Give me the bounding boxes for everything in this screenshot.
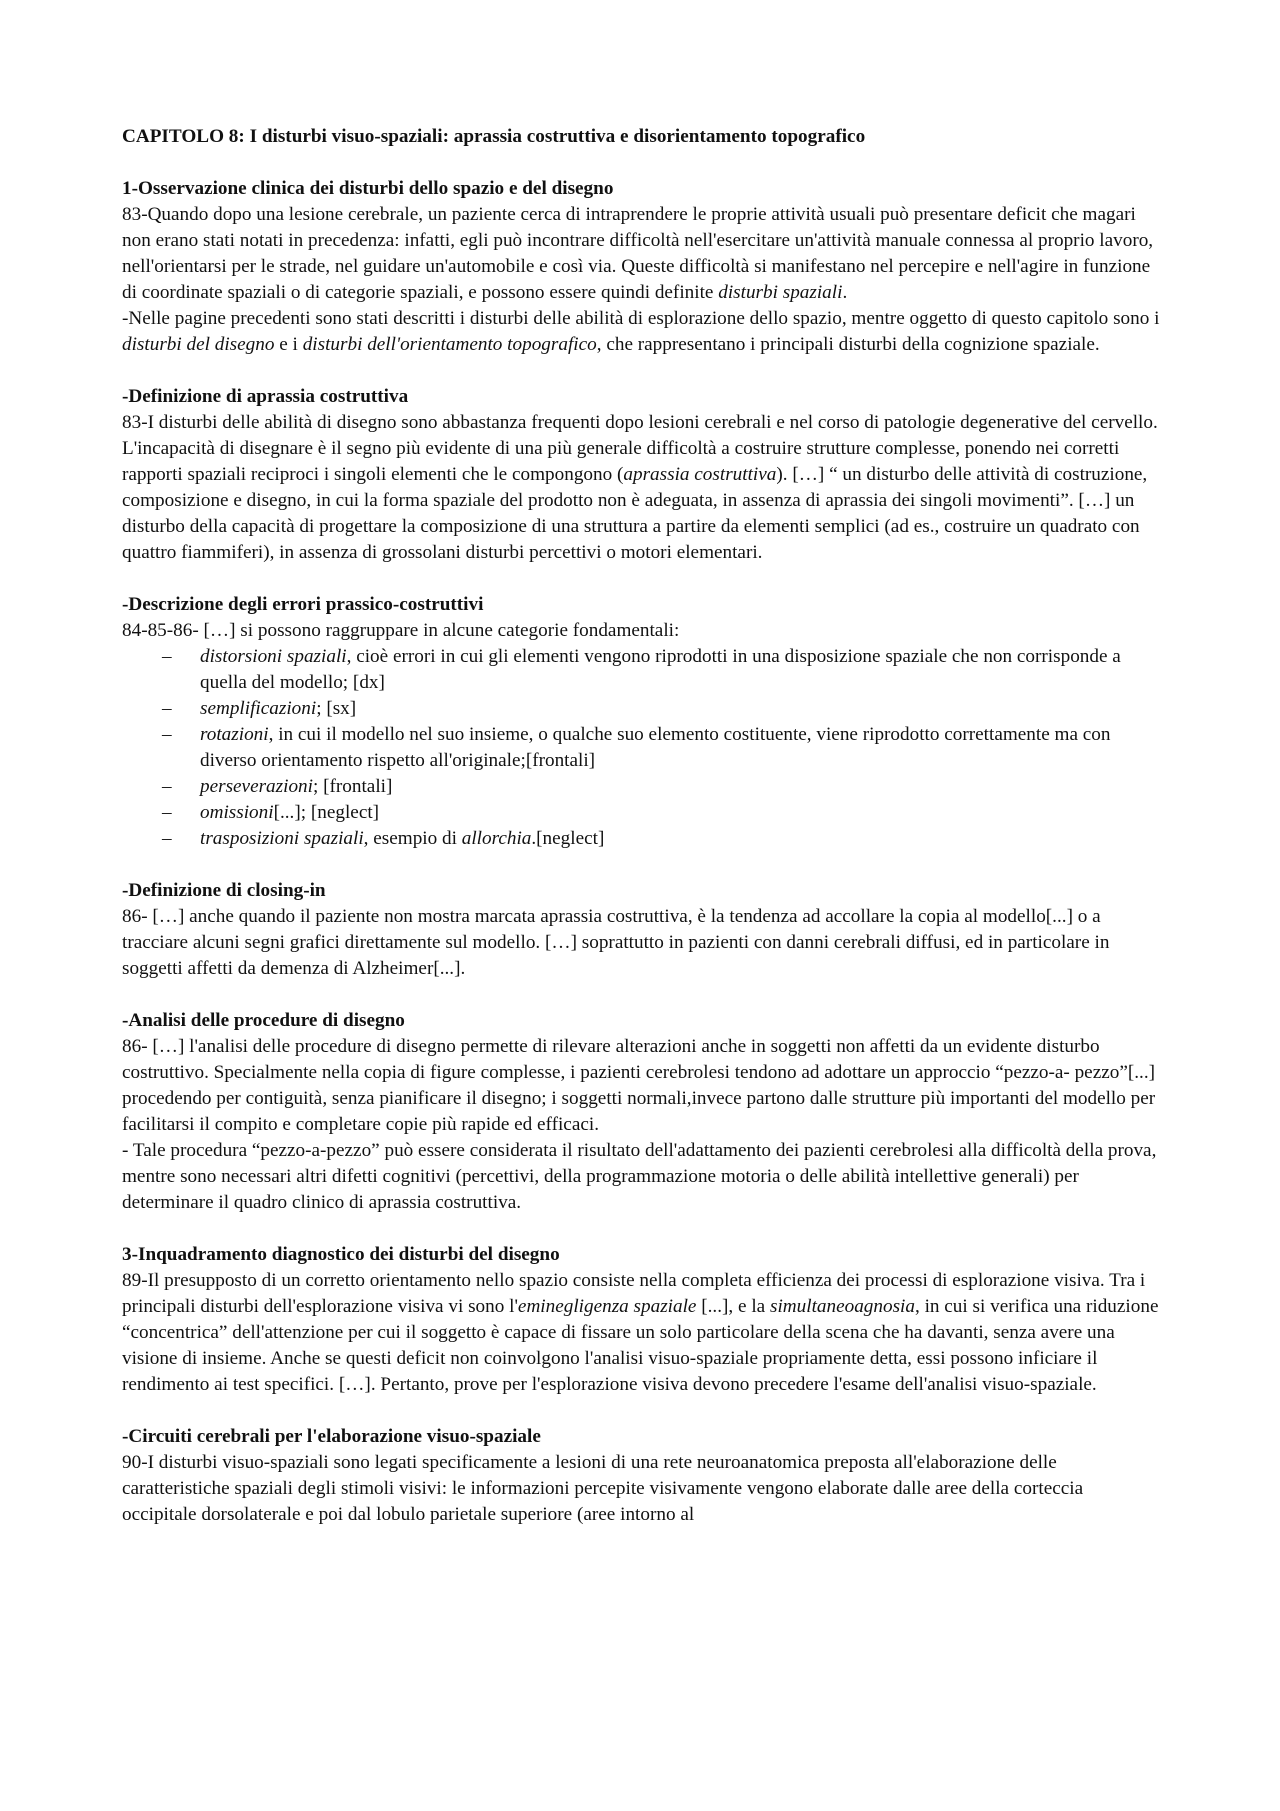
section-drawing-procedures (122, 1008, 1162, 1216)
section-constructional-apraxia (122, 384, 1162, 566)
list-item: – perseverazioni; [frontali] (200, 774, 1162, 800)
paragraph: 83-Quando dopo una lesione cerebrale, un paziente cerca di intraprendere le proprie attività usuali può presentare deficit che magari non erano stati notati in precedenza: infatti, egli può incontrare difficoltà nell'esercitare un'attività manuale connessa al proprio lavoro, nell'orientarsi per le strade, nel guidare un'automobile e così via. Queste difficoltà si manifestano nel percepire e nell'agire in funzione di coordinate spaziali o di categorie spaziali, e possono essere quindi definite disturbi spaziali. (122, 204, 1154, 303)
section-heading: -Analisi delle procedure di disegno (122, 1010, 405, 1031)
paragraph: L'incapacità di disegnare è il segno più evidente di una più generale difficoltà a costruire strutture complesse, ponendo nei corretti rapporti spaziali reciproci i singoli elementi che le compongono (aprassia costruttiva). […] “ un disturbo delle attività di costruzione, composizione e disegno, in cui la forma spaziale del prodotto non è adeguata, in assenza di aprassia dei singoli movimenti”. […] un disturbo della capacità di progettare la composizione di una struttura a partire da elementi semplici (ad es., costruire un quadrato con quattro fiammiferi), in assenza di grossolani disturbi percettivi o motori elementari. (122, 438, 1148, 563)
dash-bullet: – (162, 646, 172, 667)
dash-bullet: – (162, 698, 172, 719)
paragraph: 86- […] anche quando il paziente non mostra marcata aprassia costruttiva, è la tendenza ad accollare la copia al modello[...] o a tracciare alcuni segni grafici direttamente sul modello. […] soprattutto in pazienti con danni cerebrali diffusi, ed in particolare in soggetti affetti da demenza di Alzheimer[...]. (122, 906, 1110, 979)
section-closing-in (122, 878, 1162, 982)
section-diagnostic-framing (122, 1242, 1162, 1398)
paragraph: 89-Il presupposto di un corretto orientamento nello spazio consiste nella completa efficienza dei processi di esplorazione visiva. Tra i principali disturbi dell'esplorazione visiva vi sono l'eminegligenza spaziale [...], e la simultaneoagnosia, in cui si verifica una riduzione “concentrica” dell'attenzione per cui il soggetto è capace di fissare un solo particolare della scena che ha davanti, senza avere una visione di insieme. Anche se questi deficit non coinvolgono l'analisi visuo-spaziale propriamente detta, essi possono inficiare il rendimento ai test specifici. […]. Pertanto, prove per l'esplorazione visiva devono precedere l'esame dell'analisi visuo-spaziale. (122, 1270, 1159, 1395)
dash-bullet: – (162, 828, 172, 849)
list-item: – distorsioni spaziali, cioè errori in cui gli elementi vengono riprodotti in una disposizione spaziale che non corrisponde a quella del modello; [dx] (162, 646, 1121, 693)
section-heading: -Definizione di aprassia costruttiva (122, 386, 409, 407)
section-heading: -Descrizione degli errori prassico-costruttivi (122, 594, 484, 615)
section-clinical-observation (122, 176, 1162, 358)
section-heading: -Definizione di closing-in (122, 880, 326, 901)
chapter-title: CAPITOLO 8: I disturbi visuo-spaziali: aprassia costruttiva e disorientamento topografico (122, 126, 866, 147)
paragraph: 84-85-86- […] si possono raggruppare in alcune categorie fondamentali: (122, 620, 680, 641)
section-heading: 3-Inquadramento diagnostico dei disturbi del disegno (122, 1244, 560, 1265)
paragraph: 90-I disturbi visuo-spaziali sono legati specificamente a lesioni di una rete neuroanatomica preposta all'elaborazione delle caratteristiche spaziali degli stimoli visivi: le informazioni percepite visivamente vengono elaborate dalle aree della corteccia occipitale dorsolaterale e poi dal lobulo parietale superiore (aree intorno al (122, 1452, 1084, 1525)
list-item: – trasposizioni spaziali, esempio di allorchia.[neglect] (200, 826, 1162, 852)
dash-bullet: – (162, 802, 172, 823)
paragraph: -Nelle pagine precedenti sono stati descritti i disturbi delle abilità di esplorazione dello spazio, mentre oggetto di questo capitolo sono i disturbi del disegno e i disturbi dell'orientamento topografico, che rappresentano i principali disturbi della cognizione spaziale. (122, 308, 1160, 355)
section-praxic-errors (122, 592, 1162, 852)
paragraph: 83-I disturbi delle abilità di disegno sono abbastanza frequenti dopo lesioni cerebrali e nel corso di patologie degenerative del cervello. (122, 412, 1158, 433)
paragraph: 86- […] l'analisi delle procedure di disegno permette di rilevare alterazioni anche in soggetti non affetti da un evidente disturbo costruttivo. Specialmente nella copia di figure complesse, i pazienti cerebrolesi tendono ad adottare un approccio “pezzo-a- pezzo”[...] procedendo per contiguità, senza pianificare il disegno; i soggetti normali,invece partono dalle strutture più importanti del modello per facilitarsi il compito e completare copie più rapide ed efficaci. (122, 1036, 1156, 1135)
paragraph: - Tale procedura “pezzo-a-pezzo” può essere considerata il risultato dell'adattamento dei pazienti cerebrolesi alla difficoltà della prova, mentre sono necessari altri difetti cognitivi (percettivi, della programmazione motoria o delle abilità intellettive generali) per determinare il quadro clinico di aprassia costruttiva. (122, 1140, 1157, 1213)
list-item: – omissioni[...]; [neglect] (200, 800, 1162, 826)
dash-bullet: – (162, 776, 172, 797)
list-item: – rotazioni, in cui il modello nel suo insieme, o qualche suo elemento costituente, viene riprodotto correttamente ma con diverso orientamento rispetto all'originale;[frontali] (162, 724, 1111, 771)
section-heading: 1-Osservazione clinica dei disturbi dello spazio e del disegno (122, 178, 614, 199)
error-category-list (122, 644, 1162, 852)
section-heading: -Circuiti cerebrali per l'elaborazione visuo-spaziale (122, 1426, 541, 1447)
section-brain-circuits (122, 1424, 1162, 1528)
list-item: – semplificazioni; [sx] (200, 696, 1162, 722)
dash-bullet: – (162, 724, 172, 745)
